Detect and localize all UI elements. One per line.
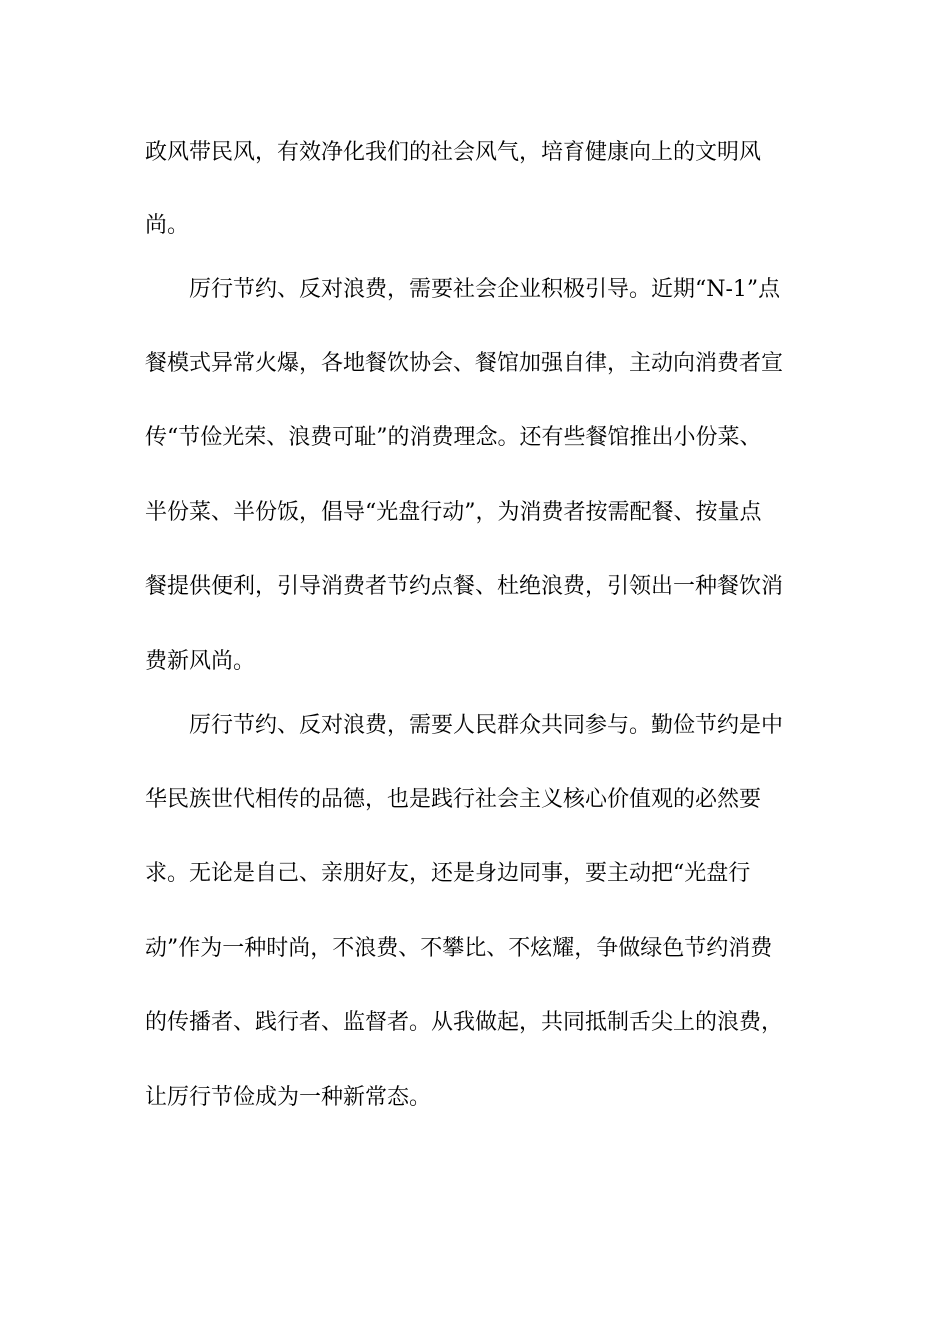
paragraph-start-line: 厉行节约、反对浪费，需要人民群众共同参与。勤俭节约是中 (189, 713, 784, 738)
text-line: 的传播者、践行者、监督者。从我做起，共同抵制舌尖上的浪费， (145, 1010, 784, 1035)
text-line: 尚。 (145, 213, 190, 238)
paragraph-start-line: 厉行节约、反对浪费，需要社会企业积极引导。近期“N-1”点 (189, 277, 781, 302)
text-line: 政风带民风，有效净化我们的社会风气，培育健康向上的文明风 (145, 140, 762, 165)
text-line: 餐模式异常火爆，各地餐饮协会、餐馆加强自律，主动向消费者宣 (145, 351, 784, 376)
text-line: 求。无论是自己、亲朋好友，还是身边同事，要主动把“光盘行 (145, 861, 751, 886)
text-line: 华民族世代相传的品德，也是践行社会主义核心价值观的必然要 (145, 787, 762, 812)
text-line: 半份菜、半份饭，倡导“光盘行动”，为消费者按需配餐、按量点 (145, 500, 762, 525)
text-line: 费新风尚。 (145, 649, 256, 674)
text-line: 传“节俭光荣、浪费可耻”的消费理念。还有些餐馆推出小份菜、 (145, 425, 762, 450)
text-line: 让厉行节俭成为一种新常态。 (145, 1085, 432, 1110)
text-line: 动”作为一种时尚，不浪费、不攀比、不炫耀，争做绿色节约消费 (145, 936, 773, 961)
text-line: 餐提供便利，引导消费者节约点餐、杜绝浪费，引领出一种餐饮消 (145, 574, 784, 599)
